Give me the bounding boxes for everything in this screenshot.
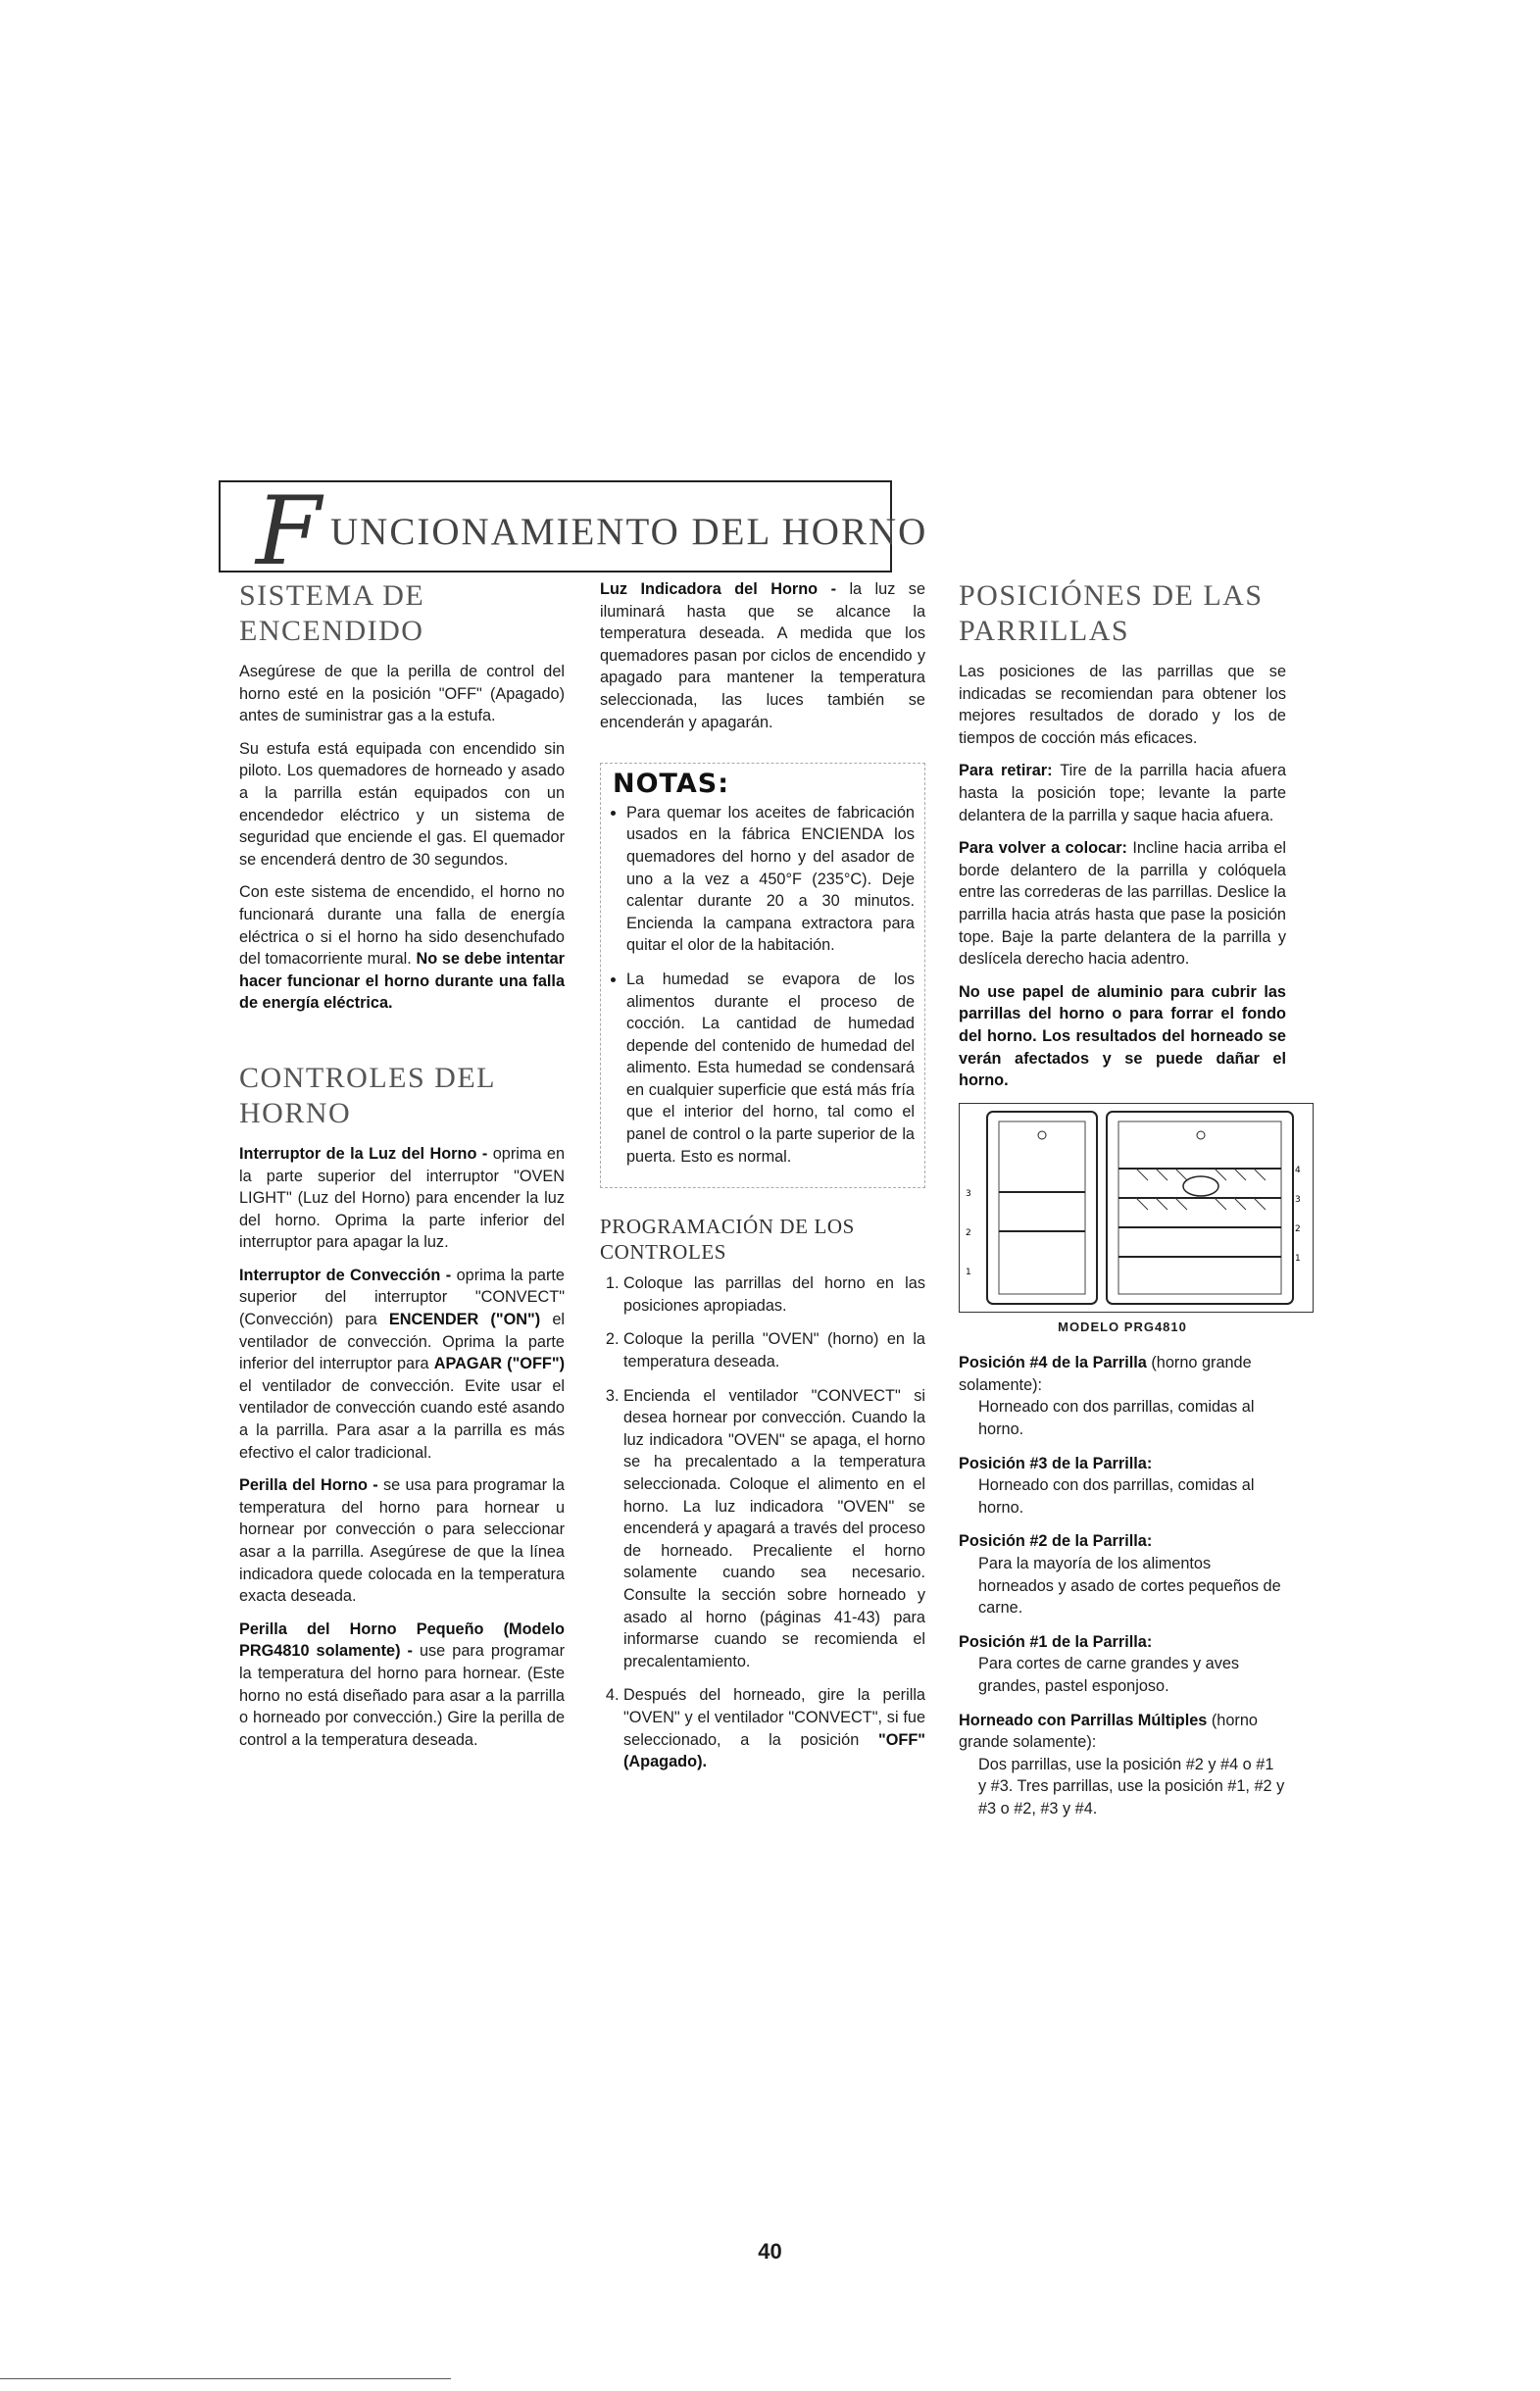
section-title-box bbox=[219, 476, 928, 586]
section-title: UNCIONAMIENTO DEL HORNO bbox=[330, 511, 928, 553]
paragraph: Asegúrese de que la perilla de control del horno esté en la posición "OFF" (Apagado) antes de suministrar gas a la estufa. bbox=[239, 663, 565, 725]
note-item: • La humedad se evapora de los alimentos durante el proceso de cocción. La cantidad de humedad depende del contenido de humedad del alimento. Esta humedad se condensará en cualquier superficie que está más fría que el interior del horno, tal como el panel de control o la parte superior de la puerta. Esto es normal. bbox=[626, 969, 915, 1168]
rack-position-4-text: Posición #4 de la Parrilla (horno grande solamente): Horneado con dos parrillas, comidas al horno. bbox=[959, 1354, 1255, 1439]
rack-label: 2 bbox=[1295, 1223, 1301, 1234]
paragraph: Su estufa está equipada con encendido sin piloto. Los quemadores de horneado y asado a la parrilla están equipados con un encendedor eléctrico y un sistema de seguridad que enciende el gas. El quemador se encenderá dentro de 30 segundos. bbox=[239, 739, 565, 869]
warning-paragraph: No use papel de aluminio para cubrir las parrillas del horno o para forrar el fondo del horno. Los resultados del horneado se verán afectados y se puede dañar el horno. bbox=[959, 982, 1286, 1090]
oven-light-icon bbox=[1038, 1131, 1046, 1139]
rack-position-2-text: Posición #2 de la Parrilla: Para la mayoría de los alimentos horneados y asado de cortes pequeños de carne. bbox=[959, 1532, 1281, 1618]
heading-oven-controls: CONTROLES DEL HORNO bbox=[239, 1061, 495, 1129]
rack-label: 3 bbox=[966, 1188, 971, 1199]
heading-programming: PROGRAMACIÓN DE LOS CONTROLES bbox=[600, 1215, 855, 1265]
large-oven-outline bbox=[1107, 1112, 1293, 1304]
food-dish bbox=[1183, 1176, 1218, 1196]
paragraph: Perilla del Horno Pequeño (Modelo PRG4810 solamente) - use para programar la temperatura del horno para hornear. (Este horno no está diseñado para asar a la parrilla o horneado por convección.) Gire la perilla de control a la temperatura deseada. bbox=[239, 1619, 565, 1749]
paragraph: Con este sistema de encendido, el horno no funcionará durante una falla de energía eléctrica o si el horno ha sido desenchufado del tomacorriente mural. No se debe intentar hacer funcionar el horno durante una falla de energía eléctrica. bbox=[239, 883, 566, 1013]
step-item: 1. Coloque las parrillas del horno en las posiciones apropiadas. bbox=[623, 1272, 925, 1317]
rack-label: 1 bbox=[1295, 1253, 1301, 1264]
paragraph: Luz Indicadora del Horno - la luz se iluminará hasta que se alcance la temperatura deseada. A medida que los quemadores pasan por ciclos de encendido y apagado para mantener la temperatura seleccionada, las luces también se encenderán y apagarán. bbox=[600, 580, 925, 731]
rack-label: 2 bbox=[966, 1227, 971, 1238]
paragraph: Interruptor de Convección - oprima la parte superior del interruptor "CONVECT" (Convección) para ENCENDER ("ON") el ventilador de convección. Oprima la parte inferior del interruptor para APAGAR ("OFF") el ventilador de convección. Evite usar el ventilador de convección cuando esté asando a la parrilla. Para asar a la parrilla es más efectivo el calor tradicional. bbox=[239, 1266, 565, 1462]
figure-caption: MODELO PRG4810 bbox=[1058, 1319, 1187, 1334]
multiple-rack-text: Horneado con Parrillas Múltiples (horno grande solamente): Dos parrillas, use la posición #2 y #4 o #1 y #3. Tres parrillas, use la posición #1, #2 y #3 o #2, #3 y #4. bbox=[959, 1711, 1285, 1818]
oven-rack-illustration bbox=[960, 1104, 1313, 1312]
step-item: 2. Coloque la perilla "OVEN" (horno) en la temperatura deseada. bbox=[623, 1328, 925, 1372]
paragraph: Para retirar: Tire de la parrilla hacia afuera hasta la posición tope; levante la parte delantera de la parrilla y saque hacia afuera. bbox=[959, 762, 1286, 824]
rack-position-1-text: Posición #1 de la Parrilla: Para cortes de carne grandes y aves grandes, pastel esponjoso. bbox=[959, 1632, 1240, 1695]
rack-label: 4 bbox=[1295, 1165, 1301, 1175]
heading-ignition-system: SISTEMA DE ENCENDIDO bbox=[239, 579, 425, 647]
note-item: • Para quemar los aceites de fabricación usados en la fábrica ENCIENDA los quemadores del horno y del asador de uno a la vez a 450°F (235°C). Deje calentar durante 20 a 30 minutos. Encienda la campana extractora para quitar el olor de la habitación. bbox=[626, 802, 915, 957]
notes-list bbox=[613, 802, 915, 1169]
paragraph: Perilla del Horno - se usa para programar la temperatura del horno para hornear u hornear por convección o para seleccionar asar a la parrilla. Asegúrese de que la línea indicadora quede colocada en la temperatura exacta deseada. bbox=[239, 1476, 565, 1606]
oven-rack-diagram bbox=[959, 1103, 1314, 1313]
rack-label: 3 bbox=[1295, 1194, 1301, 1205]
column-left bbox=[239, 578, 565, 1762]
paragraph: Interruptor de la Luz del Horno - oprima en la parte superior del interruptor "OVEN LIGHT" (Luz del Horno) para encender la luz del horno. Oprima la parte inferior del interruptor para apagar la luz. bbox=[239, 1144, 566, 1252]
oven-light-icon bbox=[1197, 1131, 1205, 1139]
column-middle bbox=[600, 578, 925, 1785]
steps-list bbox=[600, 1272, 925, 1772]
notes-title: NOTAS: bbox=[613, 769, 730, 800]
heading-rack-positions: POSICIÓNES DE LAS PARRILLAS bbox=[959, 579, 1264, 647]
small-oven-outline bbox=[987, 1112, 1097, 1304]
step-item: 3. Encienda el ventilador "CONVECT" si desea hornear por convección. Cuando la luz indicadora "OVEN" se apaga, el horno se ha precalentado a la temperatura seleccionada. Coloque el alimento en el horno. La luz indicadora "OVEN" se encenderá y apagará a través del proceso de horneado. Precaliente el horno solamente cuando sea necesario. Consulte la sección sobre horneado y asado al horno (páginas 41-43) para informarse cuando se recomienda el precalentamiento. bbox=[623, 1385, 925, 1673]
page-number: 40 bbox=[758, 2239, 782, 2264]
rack-label: 1 bbox=[966, 1267, 971, 1277]
step-item: 4. Después del horneado, gire la perilla "OVEN" y el ventilador "CONVECT", si fue seleccionado, a la posición "OFF" (Apagado). bbox=[623, 1684, 925, 1772]
paragraph: Para volver a colocar: Incline hacia arriba el borde delantero de la parrilla y colóquela entre las correderas de las parrillas. Deslice la parrilla hacia atrás hasta que pase la posición tope. Baje la parte delantera de la parrilla y deslícela derecho hacia adentro. bbox=[959, 839, 1286, 969]
title-initial: F bbox=[256, 476, 322, 586]
column-right bbox=[959, 578, 1301, 1832]
paragraph: Las posiciones de las parrillas que se indicadas se recomiendan para obtener los mejores resultados de dorado y los de tiempos de cocción más eficaces. bbox=[959, 663, 1286, 747]
footer-rule bbox=[0, 2378, 451, 2379]
notes-box bbox=[600, 763, 925, 1188]
rack-position-3-text: Posición #3 de la Parrilla: Horneado con dos parrillas, comidas al horno. bbox=[959, 1454, 1255, 1517]
